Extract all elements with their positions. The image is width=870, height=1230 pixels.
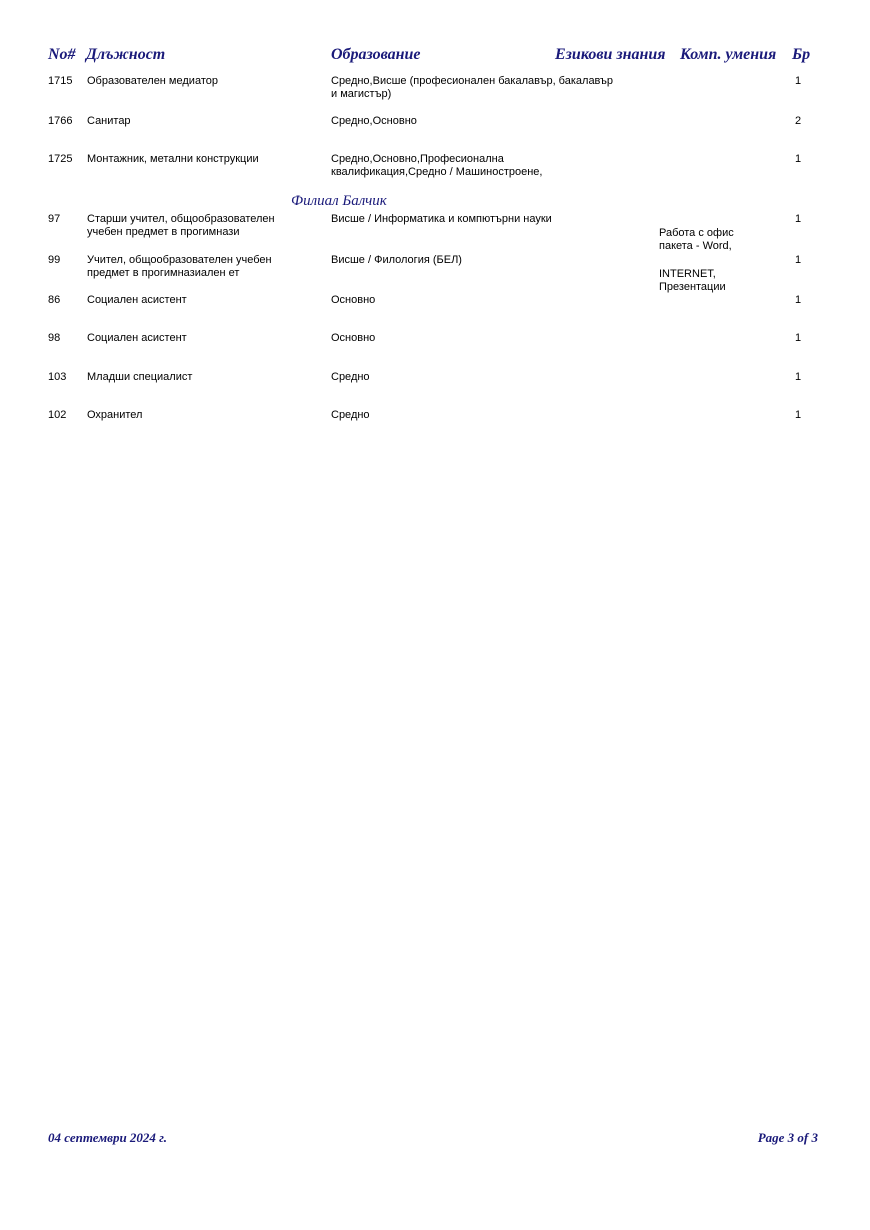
- row-education: Основно: [331, 332, 376, 344]
- row-position: Охранител: [87, 409, 143, 421]
- header-languages: Езикови знания: [555, 46, 666, 63]
- row-education: Основно: [331, 294, 376, 306]
- row-number: 86: [48, 294, 61, 306]
- row-count: 1: [795, 332, 802, 344]
- row-education: Средно: [331, 409, 370, 421]
- header-count: Бр: [792, 46, 811, 63]
- row-count: 1: [795, 294, 802, 306]
- row-number: 98: [48, 332, 61, 344]
- row-count: 1: [795, 254, 802, 266]
- computer-skills-line: Работа с офис: [659, 227, 734, 239]
- row-number: 103: [48, 371, 67, 383]
- row-education: Средно,Основно,Професионална квалификация,Средно / Машиностроене,: [331, 153, 543, 178]
- row-number: 1725: [48, 153, 73, 165]
- row-number: 99: [48, 254, 61, 266]
- row-count: 1: [795, 75, 802, 87]
- header-no: No#: [48, 46, 76, 63]
- computer-skills-line: INTERNET,: [659, 268, 716, 280]
- row-number: 97: [48, 213, 61, 225]
- row-count: 1: [795, 371, 802, 383]
- computer-skills-line: Презентации: [659, 281, 726, 293]
- row-count: 1: [795, 213, 802, 225]
- row-count: 1: [795, 153, 802, 165]
- row-position: Монтажник, метални конструкции: [87, 153, 259, 165]
- row-position: Социален асистент: [87, 332, 187, 344]
- row-education: Висше / Информатика и компютърни науки: [331, 213, 552, 225]
- header-position: Длъжност: [86, 46, 166, 63]
- footer-page-number: Page 3 of 3: [757, 1130, 818, 1145]
- footer-date: 04 септември 2024 г.: [48, 1130, 168, 1145]
- row-education: Средно,Висше (професионален бакалавър, бакалавър и магистър): [331, 75, 614, 100]
- row-position: Санитар: [87, 115, 131, 127]
- row-education: Висше / Филология (БЕЛ): [331, 254, 462, 266]
- row-education: Средно: [331, 371, 370, 383]
- row-education: Средно,Основно: [331, 115, 417, 127]
- header-computer-skills: Комп. умения: [680, 46, 777, 63]
- row-position: Образователен медиатор: [87, 75, 218, 87]
- row-position: Социален асистент: [87, 294, 187, 306]
- computer-skills-line: пакета - Word,: [659, 240, 732, 252]
- row-count: 1: [795, 409, 802, 421]
- section-title: Филиал Балчик: [291, 193, 387, 209]
- header-education: Образование: [331, 46, 421, 63]
- row-position: Старши учител, общообразователен учебен предмет в прогимнази: [87, 213, 275, 238]
- row-position: Младши специалист: [87, 371, 193, 383]
- row-number: 1766: [48, 115, 73, 127]
- row-count: 2: [795, 115, 802, 127]
- row-position: Учител, общообразователен учебен предмет в прогимназиален ет: [87, 254, 272, 279]
- row-number: 102: [48, 409, 67, 421]
- row-number: 1715: [48, 75, 73, 87]
